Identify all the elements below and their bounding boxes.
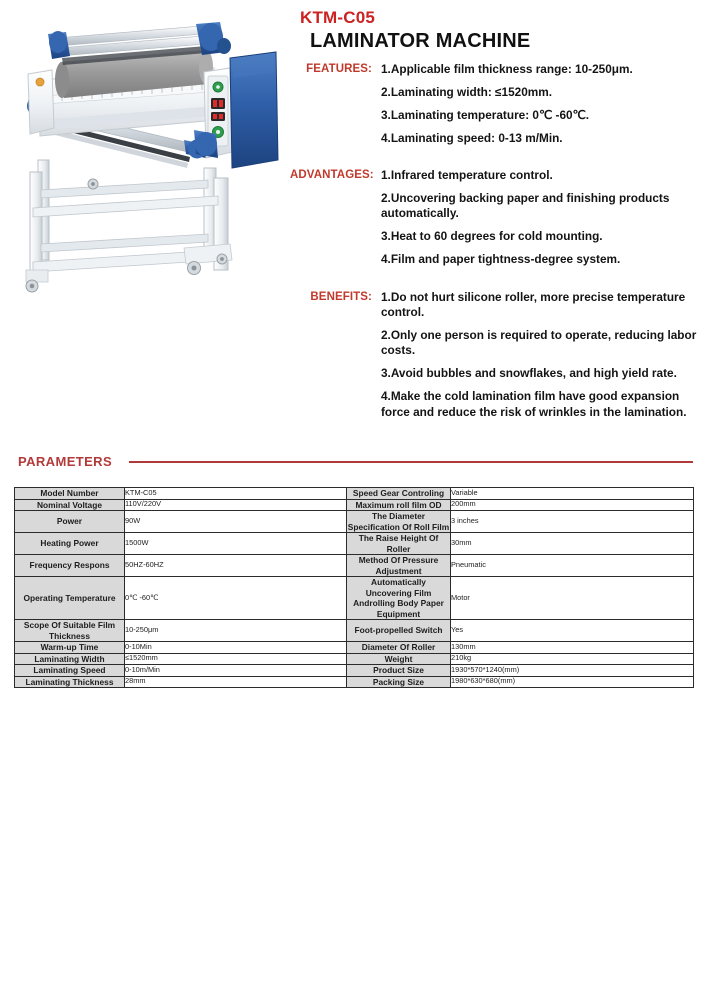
param-value-right: 1980*630*680(mm) (451, 676, 694, 688)
param-value-right: 30mm (451, 533, 694, 555)
param-value-left: 0-10Min (125, 642, 347, 654)
param-key-left: Frequency Respons (15, 555, 125, 577)
param-value-right: Variable (451, 488, 694, 500)
parameters-table (14, 487, 694, 688)
features-label: FEATURES: (306, 63, 372, 75)
param-key-left: Operating Temperature (15, 577, 125, 620)
param-key-left: Laminating Width (15, 653, 125, 665)
benefits-items (372, 290, 702, 420)
advantages-group (290, 168, 702, 267)
features-group (290, 62, 702, 146)
param-key-right: Method Of Pressure Adjustment (347, 555, 451, 577)
param-value-left: 1500W (125, 533, 347, 555)
param-key-right: Speed Gear Controling (347, 488, 451, 500)
param-key-left: Laminating Thickness (15, 676, 125, 688)
model-number-title: KTM-C05 (300, 8, 376, 27)
param-value-left: 90W (125, 511, 347, 533)
table-row (15, 533, 694, 555)
features-item: 3.Laminating temperature: 0℃ -60℃. (381, 108, 590, 123)
table-row (15, 620, 694, 642)
param-value-left: 10-250μm (125, 620, 347, 642)
benefits-item: 4.Make the cold lamination film have good expansion force and reduce the risk of wrinkles in the lamination. (381, 389, 687, 419)
param-value-right: 210kg (451, 653, 694, 665)
benefits-item: 3.Avoid bubbles and snowflakes, and high yield rate. (381, 366, 677, 381)
product-name-title: LAMINATOR MACHINE (310, 29, 531, 52)
param-key-left: Model Number (15, 488, 125, 500)
table-row (15, 653, 694, 665)
param-value-left: 110V/220V (125, 499, 347, 511)
param-key-right: Foot-propelled Switch (347, 620, 451, 642)
param-value-right: Motor (451, 577, 694, 620)
param-key-right: Automatically Uncovering Film Androlling Body Paper Equipment (347, 577, 451, 620)
param-value-left: 50HZ-60HZ (125, 555, 347, 577)
benefits-label: BENEFITS: (310, 291, 372, 303)
table-row (15, 676, 694, 688)
advantages-item: 4.Film and paper tightness-degree system. (381, 252, 621, 267)
param-key-left: Nominal Voltage (15, 499, 125, 511)
param-value-right: Pneumatic (451, 555, 694, 577)
right-lower-roller-cap (194, 130, 218, 158)
param-value-right: 200mm (451, 499, 694, 511)
features-item: 2.Laminating width: ≤1520mm. (381, 85, 553, 100)
param-key-right: Diameter Of Roller (347, 642, 451, 654)
advantages-item: 1.Infrared temperature control. (381, 168, 553, 182)
param-key-left: Scope Of Suitable Film Thickness (15, 620, 125, 642)
table-row (15, 511, 694, 533)
section-divider-rule (129, 461, 693, 463)
param-key-left: Power (15, 511, 125, 533)
advantages-item: 2.Uncovering backing paper and finishing products automatically. (381, 191, 670, 221)
left-end-cap (28, 70, 54, 134)
param-value-left: 0-10m/Min (125, 665, 347, 677)
param-value-left: 0℃ -60℃ (125, 577, 347, 620)
features-item: 4.Laminating speed: 0-13 m/Min. (381, 131, 563, 146)
table-row (15, 642, 694, 654)
param-value-right: 3 inches (451, 511, 694, 533)
param-value-right: Yes (451, 620, 694, 642)
table-row (15, 577, 694, 620)
title-block (300, 8, 700, 53)
param-value-left: 28mm (125, 676, 347, 688)
table-row (15, 555, 694, 577)
advantages-item: 3.Heat to 60 degrees for cold mounting. (381, 229, 603, 244)
param-key-right: Product Size (347, 665, 451, 677)
parameters-section-header (18, 454, 693, 469)
benefits-group (290, 290, 702, 420)
param-value-right: 130mm (451, 642, 694, 654)
param-value-left: ≤1520mm (125, 653, 347, 665)
laminator-machine-illustration (8, 12, 293, 294)
param-key-left: Heating Power (15, 533, 125, 555)
param-key-left: Warm-up Time (15, 642, 125, 654)
machine-stand (26, 160, 232, 292)
parameters-title: PARAMETERS (18, 454, 113, 469)
param-key-right: Packing Size (347, 676, 451, 688)
param-key-right: The Raise Height Of Roller (347, 533, 451, 555)
param-key-left: Laminating Speed (15, 665, 125, 677)
param-key-right: Maximum roll film OD (347, 499, 451, 511)
param-value-right: 1930*570*1240(mm) (451, 665, 694, 677)
param-value-left: KTM-C05 (125, 488, 347, 500)
advantages-items (372, 168, 702, 267)
table-row (15, 499, 694, 511)
param-key-right: The Diameter Specification Of Roll Film (347, 511, 450, 532)
features-item: 1.Applicable film thickness range: 10-250μm. (381, 62, 633, 76)
product-photo (8, 12, 293, 294)
advantages-label: ADVANTAGES: (290, 169, 374, 181)
parameters-table-body (15, 488, 694, 688)
table-row (15, 665, 694, 677)
features-items (372, 62, 702, 146)
table-row (15, 488, 694, 500)
product-overview-section (0, 0, 707, 450)
benefits-item: 1.Do not hurt silicone roller, more precise temperature control. (381, 290, 686, 320)
emergency-stop-icon (36, 78, 44, 86)
param-key-right: Weight (347, 653, 451, 665)
benefits-item: 2.Only one person is required to operate, reducing labor costs. (381, 328, 697, 358)
